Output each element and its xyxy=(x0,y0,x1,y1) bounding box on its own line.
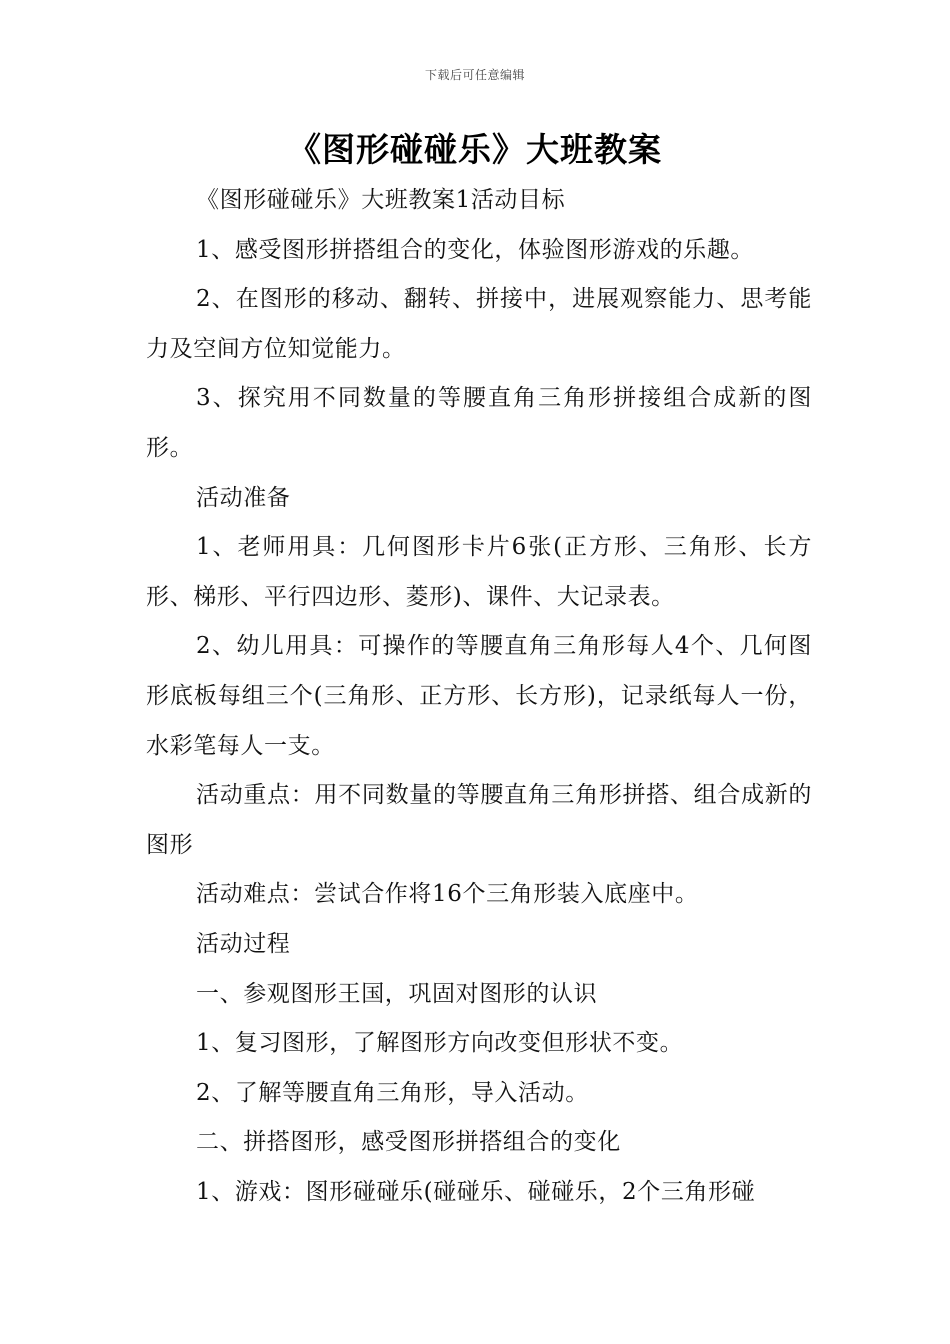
paragraph-step-1-2: 2、了解等腰直角三角形，导入活动。 xyxy=(196,1079,589,1106)
paragraph-child-materials: 2、幼儿用具：可操作的等腰直角三角形每人4个、几何图形底板每组三个(三角形、正方形、长方形)，记录纸每人一份，水彩笔每人一支。 xyxy=(146,633,812,759)
paragraph-step-1-1: 1、复习图形，了解图形方向改变但形状不变。 xyxy=(196,1030,684,1057)
document-title: 《图形碰碰乐》大班教案 xyxy=(288,130,662,169)
paragraph-subtitle: 《图形碰碰乐》大班教案1活动目标 xyxy=(196,187,566,213)
paragraph-preparation-heading: 活动准备 xyxy=(196,484,291,511)
paragraph-process-heading: 活动过程 xyxy=(196,930,291,957)
paragraph-step-2-1: 1、游戏：图形碰碰乐(碰碰乐、碰碰乐，2个三角形碰 xyxy=(196,1178,756,1205)
paragraph-difficulty: 活动难点：尝试合作将16个三角形装入底座中。 xyxy=(196,881,699,908)
paragraph-section-1: 一、参观图形王国，巩固对图形的认识 xyxy=(196,980,598,1007)
header-note: 下载后可任意编辑 xyxy=(424,68,525,82)
paragraph-section-2: 二、拼搭图形，感受图形拼搭组合的变化 xyxy=(196,1129,621,1156)
document-body xyxy=(146,176,812,1217)
paragraph-goal-2: 2、在图形的移动、翻转、拼接中，进展观察能力、思考能力及空间方位知觉能力。 xyxy=(146,286,812,362)
paragraph-teacher-materials: 1、老师用具：几何图形卡片6张(正方形、三角形、长方形、梯形、平行四边形、菱形)、课件、大记录表。 xyxy=(146,534,812,610)
paragraph-key-point: 活动重点：用不同数量的等腰直角三角形拼搭、组合成新的图形 xyxy=(146,782,812,858)
paragraph-goal-3: 3、探究用不同数量的等腰直角三角形拼接组合成新的图形。 xyxy=(146,385,812,461)
paragraph-goal-1: 1、感受图形拼搭组合的变化，体验图形游戏的乐趣。 xyxy=(196,236,755,263)
